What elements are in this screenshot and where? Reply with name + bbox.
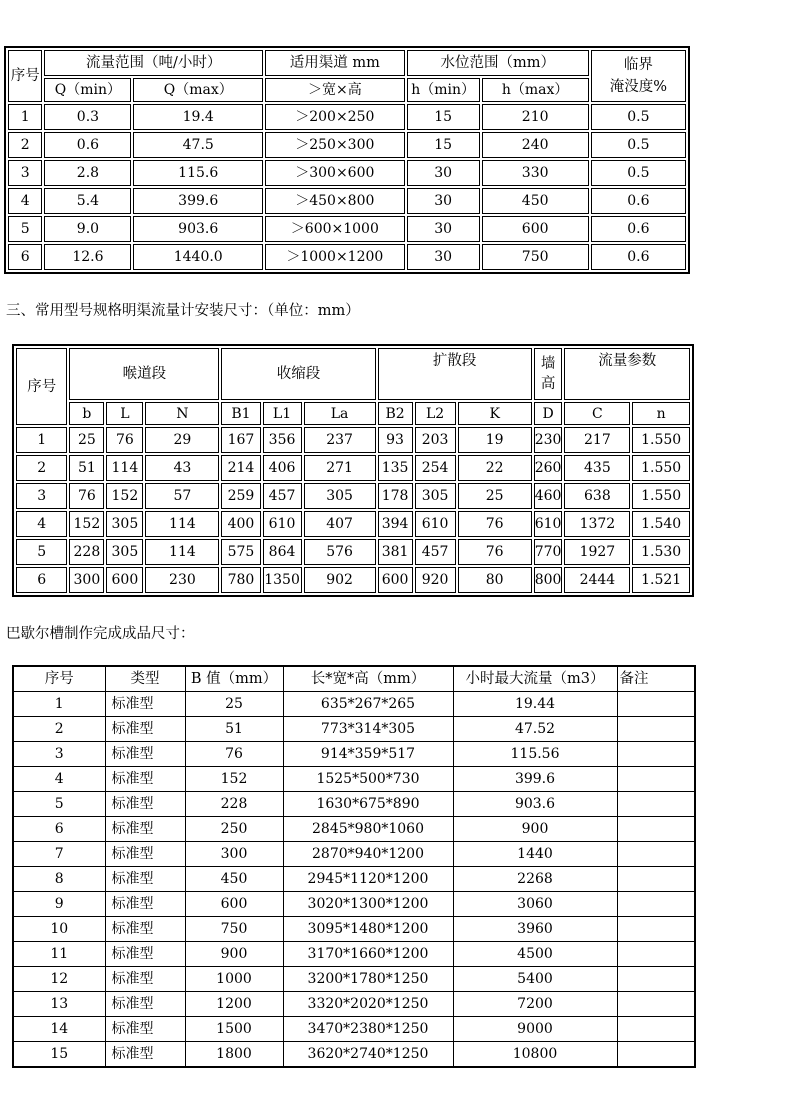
header-wall-line1: 墙 (540, 356, 556, 372)
cell-max-flow: 2268 (453, 867, 617, 892)
cell-n-throat: 114 (145, 539, 219, 565)
cell-critical: 0.5 (591, 132, 686, 158)
table-row (16, 539, 690, 565)
cell-lwh: 3170*1660*1200 (283, 942, 453, 967)
cell-channel: ＞1000×1200 (265, 244, 405, 270)
header-water-range: 水位范围（mm） (407, 50, 589, 76)
cell-type: 标准型 (105, 692, 185, 717)
table-row (13, 842, 695, 867)
header-b-value: B 值（mm） (185, 666, 283, 692)
cell-n-throat: 29 (145, 427, 219, 453)
cell-lwh: 2945*1120*1200 (283, 867, 453, 892)
cell-h-min: 30 (407, 216, 480, 242)
table-row (16, 455, 690, 481)
table-subheader-row (16, 402, 690, 425)
cell-h-max: 240 (482, 132, 589, 158)
cell-b: 300 (69, 567, 104, 593)
cell-d: 260 (534, 455, 563, 481)
table-header-row (13, 666, 695, 692)
table-subheader-row (8, 78, 686, 102)
cell-n: 1.550 (632, 427, 690, 453)
cell-la: 237 (304, 427, 376, 453)
cell-lwh: 3200*1780*1250 (283, 967, 453, 992)
cell-lwh: 773*314*305 (283, 717, 453, 742)
cell-b-value: 1800 (185, 1042, 283, 1068)
header-h-max: h（max） (482, 78, 589, 102)
table-row (13, 1017, 695, 1042)
header-lwh: 长*宽*高（mm） (283, 666, 453, 692)
cell-lwh: 635*267*265 (283, 692, 453, 717)
cell-channel: ＞600×1000 (265, 216, 405, 242)
cell-d: 460 (534, 483, 563, 509)
cell-b-value: 76 (185, 742, 283, 767)
cell-k: 25 (458, 483, 532, 509)
cell-la: 407 (304, 511, 376, 537)
cell-h-min: 15 (407, 104, 480, 130)
install-dimensions-table (12, 344, 694, 597)
table-row (8, 244, 686, 270)
cell-max-flow: 4500 (453, 942, 617, 967)
subheader-l: L (106, 402, 143, 425)
section-caption-install-dimensions: 三、常用型号规格明渠流量计安装尺寸：（单位：mm） (6, 303, 360, 319)
cell-l2: 920 (415, 567, 456, 593)
header-wall-height (534, 348, 563, 400)
table-row (8, 132, 686, 158)
cell-type: 标准型 (105, 917, 185, 942)
table-row (13, 792, 695, 817)
cell-seq: 4 (13, 767, 105, 792)
cell-max-flow: 9000 (453, 1017, 617, 1042)
cell-seq: 12 (13, 967, 105, 992)
cell-l: 305 (106, 539, 143, 565)
table-row (16, 427, 690, 453)
header-critical (591, 50, 686, 102)
cell-l: 114 (106, 455, 143, 481)
cell-channel: ＞250×300 (265, 132, 405, 158)
cell-type: 标准型 (105, 892, 185, 917)
cell-n-throat: 57 (145, 483, 219, 509)
subheader-c: C (564, 402, 630, 425)
cell-lwh: 914*359*517 (283, 742, 453, 767)
header-max-flow: 小时最大流量（m3） (453, 666, 617, 692)
cell-seq: 10 (13, 917, 105, 942)
header-q-min: Q（min） (44, 78, 131, 102)
cell-la: 305 (304, 483, 376, 509)
subheader-n-throat: N (145, 402, 219, 425)
cell-b-value: 25 (185, 692, 283, 717)
cell-max-flow: 47.52 (453, 717, 617, 742)
cell-b: 51 (69, 455, 104, 481)
subheader-l1: L1 (263, 402, 302, 425)
cell-remarks (617, 742, 695, 767)
cell-b-value: 1500 (185, 1017, 283, 1042)
cell-h-max: 450 (482, 188, 589, 214)
cell-lwh: 3470*2380*1250 (283, 1017, 453, 1042)
cell-lwh: 1630*675*890 (283, 792, 453, 817)
cell-b1: 214 (221, 455, 260, 481)
cell-l1: 457 (263, 483, 302, 509)
cell-b1: 780 (221, 567, 260, 593)
cell-q-min: 5.4 (44, 188, 131, 214)
cell-b2: 381 (378, 539, 413, 565)
cell-channel: ＞300×600 (265, 160, 405, 186)
cell-type: 标准型 (105, 967, 185, 992)
finished-dimensions-table (12, 665, 696, 1068)
header-seq: 序号 (8, 50, 42, 102)
cell-seq: 1 (8, 104, 42, 130)
cell-remarks (617, 817, 695, 842)
subheader-la: La (304, 402, 376, 425)
cell-b: 76 (69, 483, 104, 509)
cell-b: 228 (69, 539, 104, 565)
cell-k: 80 (458, 567, 532, 593)
cell-b-value: 750 (185, 917, 283, 942)
cell-remarks (617, 967, 695, 992)
cell-seq: 2 (13, 717, 105, 742)
cell-l2: 254 (415, 455, 456, 481)
cell-max-flow: 3060 (453, 892, 617, 917)
cell-lwh: 3620*2740*1250 (283, 1042, 453, 1068)
cell-type: 标准型 (105, 942, 185, 967)
subheader-d: D (534, 402, 563, 425)
cell-seq: 2 (16, 455, 67, 481)
table-row (13, 892, 695, 917)
header-seq: 序号 (16, 348, 67, 425)
header-wall-line2: 高 (540, 376, 556, 392)
cell-seq: 2 (8, 132, 42, 158)
cell-k: 76 (458, 539, 532, 565)
cell-q-max: 1440.0 (133, 244, 263, 270)
cell-c: 1372 (564, 511, 630, 537)
cell-h-max: 750 (482, 244, 589, 270)
cell-n-throat: 43 (145, 455, 219, 481)
cell-max-flow: 900 (453, 817, 617, 842)
flow-range-table-body (8, 50, 686, 270)
cell-n: 1.521 (632, 567, 690, 593)
cell-type: 标准型 (105, 817, 185, 842)
cell-b2: 135 (378, 455, 413, 481)
cell-seq: 7 (13, 842, 105, 867)
cell-type: 标准型 (105, 842, 185, 867)
cell-max-flow: 1440 (453, 842, 617, 867)
cell-l: 305 (106, 511, 143, 537)
cell-remarks (617, 717, 695, 742)
table-row (8, 104, 686, 130)
subheader-n: n (632, 402, 690, 425)
cell-n: 1.540 (632, 511, 690, 537)
cell-seq: 13 (13, 992, 105, 1017)
table-row (16, 483, 690, 509)
cell-seq: 14 (13, 1017, 105, 1042)
cell-b-value: 228 (185, 792, 283, 817)
header-width-height: ＞宽×高 (265, 78, 405, 102)
cell-b2: 394 (378, 511, 413, 537)
cell-seq: 3 (8, 160, 42, 186)
cell-channel: ＞200×250 (265, 104, 405, 130)
header-flow-range: 流量范围（吨/小时） (44, 50, 263, 76)
cell-type: 标准型 (105, 742, 185, 767)
cell-k: 76 (458, 511, 532, 537)
cell-seq: 9 (13, 892, 105, 917)
table-row (8, 188, 686, 214)
subheader-b: b (69, 402, 104, 425)
cell-max-flow: 5400 (453, 967, 617, 992)
cell-max-flow: 3960 (453, 917, 617, 942)
cell-q-min: 0.6 (44, 132, 131, 158)
cell-h-min: 15 (407, 132, 480, 158)
table-row (13, 917, 695, 942)
subheader-b2: B2 (378, 402, 413, 425)
section-caption-finished-dimensions: 巴歇尔槽制作完成成品尺寸： (6, 626, 195, 642)
cell-critical: 0.6 (591, 188, 686, 214)
header-contraction: 收缩段 (221, 348, 375, 400)
cell-seq: 5 (8, 216, 42, 242)
table-row (13, 767, 695, 792)
cell-n-throat: 230 (145, 567, 219, 593)
cell-l2: 203 (415, 427, 456, 453)
cell-la: 576 (304, 539, 376, 565)
install-dimensions-table-body (16, 348, 690, 593)
cell-remarks (617, 692, 695, 717)
cell-remarks (617, 792, 695, 817)
cell-d: 610 (534, 511, 563, 537)
cell-b1: 400 (221, 511, 260, 537)
cell-c: 435 (564, 455, 630, 481)
cell-h-max: 600 (482, 216, 589, 242)
cell-l1: 406 (263, 455, 302, 481)
cell-b-value: 1000 (185, 967, 283, 992)
table-row (13, 942, 695, 967)
cell-l1: 356 (263, 427, 302, 453)
header-seq: 序号 (13, 666, 105, 692)
cell-l1: 1350 (263, 567, 302, 593)
cell-seq: 15 (13, 1042, 105, 1068)
cell-seq: 5 (13, 792, 105, 817)
table-header-row (8, 50, 686, 76)
table-row (13, 717, 695, 742)
cell-n: 1.550 (632, 483, 690, 509)
cell-b1: 167 (221, 427, 260, 453)
cell-c: 2444 (564, 567, 630, 593)
cell-channel: ＞450×800 (265, 188, 405, 214)
cell-la: 271 (304, 455, 376, 481)
cell-type: 标准型 (105, 867, 185, 892)
cell-b-value: 300 (185, 842, 283, 867)
table-row (13, 967, 695, 992)
header-throat: 喉道段 (69, 348, 219, 400)
cell-type: 标准型 (105, 767, 185, 792)
cell-b-value: 1200 (185, 992, 283, 1017)
cell-l2: 457 (415, 539, 456, 565)
cell-b1: 575 (221, 539, 260, 565)
cell-l1: 610 (263, 511, 302, 537)
cell-type: 标准型 (105, 992, 185, 1017)
cell-q-max: 903.6 (133, 216, 263, 242)
cell-lwh: 2870*940*1200 (283, 842, 453, 867)
header-critical-line1: 临界 (623, 57, 653, 73)
cell-la: 902 (304, 567, 376, 593)
table-row (13, 742, 695, 767)
header-flow-params: 流量参数 (564, 348, 690, 400)
cell-c: 1927 (564, 539, 630, 565)
header-q-max: Q（max） (133, 78, 263, 102)
cell-h-max: 210 (482, 104, 589, 130)
cell-b2: 178 (378, 483, 413, 509)
cell-remarks (617, 767, 695, 792)
cell-q-min: 0.3 (44, 104, 131, 130)
cell-remarks (617, 867, 695, 892)
cell-n: 1.530 (632, 539, 690, 565)
cell-n-throat: 114 (145, 511, 219, 537)
cell-type: 标准型 (105, 792, 185, 817)
cell-critical: 0.5 (591, 160, 686, 186)
cell-b: 152 (69, 511, 104, 537)
subheader-k: K (458, 402, 532, 425)
cell-max-flow: 903.6 (453, 792, 617, 817)
cell-seq: 6 (13, 817, 105, 842)
cell-b2: 600 (378, 567, 413, 593)
cell-critical: 0.5 (591, 104, 686, 130)
cell-b-value: 152 (185, 767, 283, 792)
cell-k: 19 (458, 427, 532, 453)
cell-h-max: 330 (482, 160, 589, 186)
cell-type: 标准型 (105, 1017, 185, 1042)
table-row (13, 817, 695, 842)
header-diffusion: 扩散段 (378, 348, 532, 400)
table-row (13, 1042, 695, 1068)
cell-d: 800 (534, 567, 563, 593)
cell-lwh: 2845*980*1060 (283, 817, 453, 842)
cell-l: 76 (106, 427, 143, 453)
subheader-l2: L2 (415, 402, 456, 425)
cell-type: 标准型 (105, 717, 185, 742)
cell-seq: 4 (8, 188, 42, 214)
cell-remarks (617, 1017, 695, 1042)
cell-q-min: 9.0 (44, 216, 131, 242)
cell-remarks (617, 942, 695, 967)
flow-range-table (4, 46, 690, 274)
cell-h-min: 30 (407, 188, 480, 214)
cell-c: 638 (564, 483, 630, 509)
cell-h-min: 30 (407, 160, 480, 186)
cell-b-value: 600 (185, 892, 283, 917)
cell-b-value: 250 (185, 817, 283, 842)
cell-q-max: 399.6 (133, 188, 263, 214)
header-remarks: 备注 (617, 666, 695, 692)
cell-seq: 3 (16, 483, 67, 509)
cell-remarks (617, 892, 695, 917)
cell-seq: 3 (13, 742, 105, 767)
cell-l1: 864 (263, 539, 302, 565)
header-type: 类型 (105, 666, 185, 692)
cell-b2: 93 (378, 427, 413, 453)
header-h-min: h（min） (407, 78, 480, 102)
table-row (13, 992, 695, 1017)
cell-l2: 610 (415, 511, 456, 537)
cell-max-flow: 10800 (453, 1042, 617, 1068)
cell-c: 217 (564, 427, 630, 453)
cell-seq: 1 (16, 427, 67, 453)
cell-k: 22 (458, 455, 532, 481)
cell-lwh: 3320*2020*1250 (283, 992, 453, 1017)
cell-l: 600 (106, 567, 143, 593)
cell-l: 152 (106, 483, 143, 509)
cell-b1: 259 (221, 483, 260, 509)
cell-b: 25 (69, 427, 104, 453)
finished-dimensions-table-body (13, 666, 695, 1067)
cell-critical: 0.6 (591, 244, 686, 270)
header-channel: 适用渠道 mm (265, 50, 405, 76)
cell-b-value: 51 (185, 717, 283, 742)
cell-q-max: 115.6 (133, 160, 263, 186)
cell-q-max: 47.5 (133, 132, 263, 158)
table-row (16, 511, 690, 537)
cell-n: 1.550 (632, 455, 690, 481)
cell-remarks (617, 917, 695, 942)
cell-seq: 4 (16, 511, 67, 537)
cell-max-flow: 115.56 (453, 742, 617, 767)
cell-remarks (617, 842, 695, 867)
cell-seq: 11 (13, 942, 105, 967)
cell-critical: 0.6 (591, 216, 686, 242)
cell-h-min: 30 (407, 244, 480, 270)
cell-lwh: 1525*500*730 (283, 767, 453, 792)
cell-seq: 6 (16, 567, 67, 593)
cell-max-flow: 7200 (453, 992, 617, 1017)
cell-q-min: 2.8 (44, 160, 131, 186)
header-critical-line2: 淹没度% (609, 79, 668, 95)
table-row (13, 867, 695, 892)
table-row (8, 160, 686, 186)
table-row (16, 567, 690, 593)
cell-max-flow: 399.6 (453, 767, 617, 792)
cell-remarks (617, 1042, 695, 1068)
cell-seq: 8 (13, 867, 105, 892)
subheader-b1: B1 (221, 402, 260, 425)
cell-type: 标准型 (105, 1042, 185, 1068)
cell-b-value: 900 (185, 942, 283, 967)
cell-d: 770 (534, 539, 563, 565)
cell-l2: 305 (415, 483, 456, 509)
cell-seq: 5 (16, 539, 67, 565)
cell-q-min: 12.6 (44, 244, 131, 270)
cell-seq: 6 (8, 244, 42, 270)
cell-q-max: 19.4 (133, 104, 263, 130)
cell-seq: 1 (13, 692, 105, 717)
cell-d: 230 (534, 427, 563, 453)
cell-max-flow: 19.44 (453, 692, 617, 717)
cell-lwh: 3095*1480*1200 (283, 917, 453, 942)
cell-lwh: 3020*1300*1200 (283, 892, 453, 917)
table-header-row (16, 348, 690, 400)
cell-remarks (617, 992, 695, 1017)
table-row (13, 692, 695, 717)
table-row (8, 216, 686, 242)
cell-b-value: 450 (185, 867, 283, 892)
